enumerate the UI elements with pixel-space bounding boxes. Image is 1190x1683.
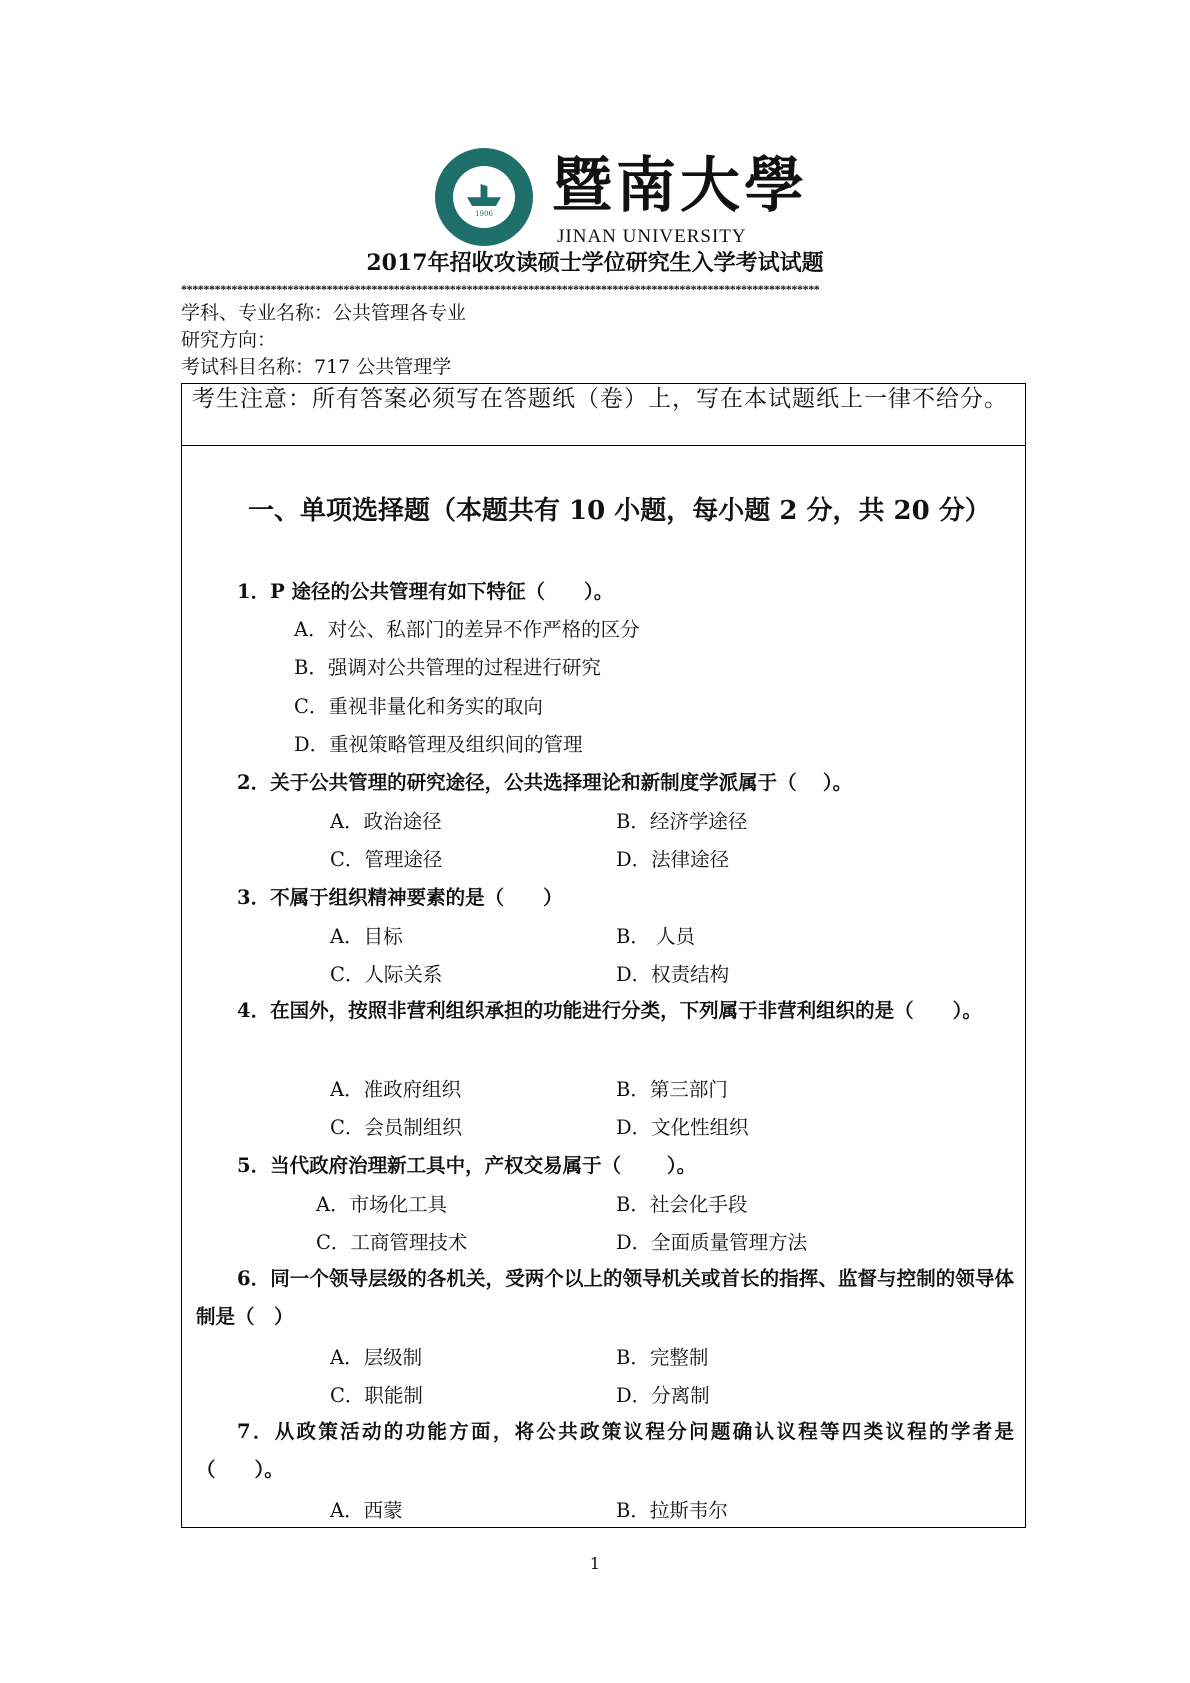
exam-title: 2017年招收攻读硕士学位研究生入学考试试题 bbox=[366, 250, 824, 276]
major-line: 学科、专业名称：公共管理各专业 bbox=[181, 302, 467, 324]
option: A．层级制 bbox=[330, 1346, 423, 1369]
question-5: 5．当代政府治理新工具中，产权交易属于（ ）。 bbox=[237, 1154, 697, 1177]
direction-line: 研究方向： bbox=[181, 329, 277, 351]
option: A．市场化工具 bbox=[316, 1193, 448, 1216]
option: D．权责结构 bbox=[616, 963, 730, 986]
option: D．文化性组织 bbox=[616, 1116, 749, 1139]
option: B．经济学途径 bbox=[616, 810, 748, 833]
option: B．强调对公共管理的过程进行研究 bbox=[294, 656, 601, 679]
option: B． 人员 bbox=[616, 925, 696, 948]
option: C．管理途径 bbox=[330, 848, 443, 871]
question-2: 2．关于公共管理的研究途径，公共选择理论和新制度学派属于（ ）。 bbox=[237, 771, 853, 794]
section-title: 一、单项选择题（本题共有 10 小题，每小题 2 分，共 20 分） bbox=[248, 496, 991, 526]
question-1: 1．P 途径的公共管理有如下特征（ ）。 bbox=[237, 580, 614, 603]
option: B．第三部门 bbox=[616, 1078, 728, 1101]
option: B．社会化手段 bbox=[616, 1193, 748, 1216]
option: A．西蒙 bbox=[330, 1499, 403, 1522]
option: A．对公、私部门的差异不作严格的区分 bbox=[294, 618, 640, 641]
page-number: 1 bbox=[589, 1554, 601, 1573]
question-6: 6．同一个领导层级的各机关，受两个以上的领导机关或首长的指挥、监督与控制的领导体制是（ ） bbox=[196, 1267, 1014, 1329]
option: B．拉斯韦尔 bbox=[616, 1499, 728, 1522]
seal-year: 1906 bbox=[475, 210, 493, 218]
option: A．政治途径 bbox=[330, 810, 442, 833]
university-seal-icon bbox=[435, 148, 533, 246]
exam-content-box bbox=[181, 383, 1026, 1528]
question-4: 4．在国外，按照非营利组织承担的功能进行分类，下列属于非营利组织的是（ ）。 bbox=[237, 999, 982, 1022]
question-7: 7．从政策活动的功能方面，将公共政策议程分问题确认议程等四类议程的学者是（ ）。 bbox=[196, 1420, 1014, 1482]
star-divider: ****************************************************************************************************************** bbox=[181, 282, 820, 296]
option: D．法律途径 bbox=[616, 848, 730, 871]
option: C．工商管理技术 bbox=[316, 1231, 468, 1254]
option: A．准政府组织 bbox=[330, 1078, 462, 1101]
subject-line: 考试科目名称：717 公共管理学 bbox=[181, 356, 452, 378]
option: C．职能制 bbox=[330, 1384, 423, 1407]
option: D．全面质量管理方法 bbox=[616, 1231, 808, 1254]
option: C．重视非量化和务实的取向 bbox=[294, 695, 543, 718]
option: C．会员制组织 bbox=[330, 1116, 462, 1139]
logo-chinese-name: 暨南大學 bbox=[552, 151, 808, 221]
question-3: 3．不属于组织精神要素的是（ ） bbox=[237, 886, 563, 909]
notice-text: 考生注意：所有答案必须写在答题纸（卷）上，写在本试题纸上一律不给分。 bbox=[182, 384, 1025, 446]
option: D．重视策略管理及组织间的管理 bbox=[294, 733, 583, 756]
option: D．分离制 bbox=[616, 1384, 710, 1407]
option: B．完整制 bbox=[616, 1346, 709, 1369]
option: A．目标 bbox=[330, 925, 403, 948]
option: C．人际关系 bbox=[330, 963, 443, 986]
logo-english-name: JINAN UNIVERSITY bbox=[557, 226, 747, 247]
